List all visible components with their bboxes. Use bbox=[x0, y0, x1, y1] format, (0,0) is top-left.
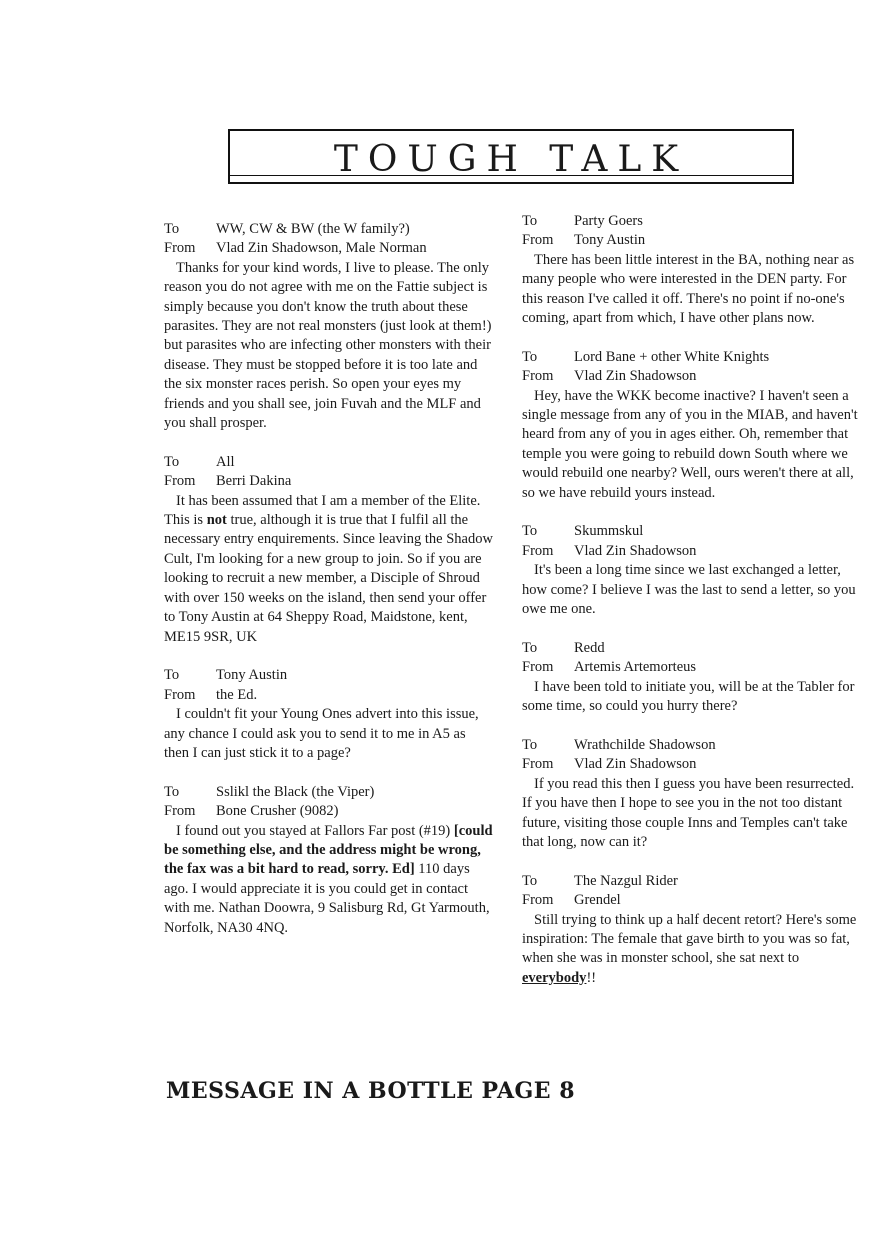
message: To Party Goers From Tony Austin There has been little interest in the BA, nothing near as many people who were interested in the DEN party. For this reason I've called it off. There's no point if no-one's coming, apart from which, I have other plans now. bbox=[522, 212, 862, 328]
message-to: Wrathchilde Shadowson bbox=[574, 736, 716, 753]
message-to: All bbox=[216, 453, 235, 470]
message: To Skummskul From Vlad Zin Shadowson It's been a long time since we last exchanged a letter, how come? I believe I was the last to send a letter, so you owe me one. bbox=[522, 522, 862, 619]
message-to: The Nazgul Rider bbox=[574, 872, 678, 889]
left-column bbox=[164, 220, 494, 957]
message: To Sslikl the Black (the Viper) From Bone Crusher (9082) I found out you stayed at Fallors Far post (#19) [could be something else, and the address might be wrong, the fax was a bit hard to read, sorry. Ed] 110 days ago. I would appreciate it is you could get in contact with me. Nathan Doowra, 9 Salisburg Rd, Gt Yarmouth, Norfolk, NA30 4NQ. bbox=[164, 783, 494, 938]
message-body: If you read this then I guess you have been resurrected. If you have then I hope to see you in the not too distant future, visiting those couple Inns and Temples can't take that long, now can it? bbox=[522, 775, 855, 850]
message-from: Tony Austin bbox=[574, 232, 646, 249]
message-body: I couldn't fit your Young Ones advert into this issue, any chance I could ask you to send it to me in A5 as then I can just stick it to a page? bbox=[164, 706, 479, 761]
message-from: Berri Dakina bbox=[216, 473, 292, 490]
message-to: Skummskul bbox=[574, 523, 644, 540]
message: To Tony Austin From the Ed. I couldn't fit your Young Ones advert into this issue, any chance I could ask you to send it to me in A5 as then I can just stick it to a page? bbox=[164, 666, 494, 763]
page-footer: MESSAGE IN A BOTTLE PAGE 8 bbox=[166, 1078, 576, 1104]
page-title: TOUGH TALK bbox=[333, 139, 689, 180]
message-from: the Ed. bbox=[216, 686, 258, 703]
message-from: Vlad Zin Shadowson, Male Norman bbox=[216, 240, 427, 257]
message-to: Lord Bane + other White Knights bbox=[574, 348, 770, 365]
message: To All From Berri Dakina It has been assumed that I am a member of the Elite. This is not true, although it is true that I fulfil all the necessary entry enquirements. Since leaving the Shadow Cult, I'm looking for a new group to join. So if you are looking to recruit a new member, a Disciple of Shroud with over 150 weeks on the island, then send your offer to Tony Austin at 64 Sheppy Road, Maidstone, kent, ME15 9SR, UK bbox=[164, 453, 494, 647]
message: To Wrathchilde Shadowson From Vlad Zin Shadowson If you read this then I guess you have been resurrected. If you have then I hope to see you in the not too distant future, visiting those couple Inns and Temples can't take that long, now can it? bbox=[522, 736, 862, 852]
message-body: There has been little interest in the BA, nothing near as many people who were interested in the DEN party. For this reason I've called it off. There's no point if no-one's coming, apart from which, I have other plans now. bbox=[522, 251, 855, 327]
message: To Redd From Artemis Artemorteus I have been told to initiate you, will be at the Tabler for some time, so could you hurry there? bbox=[522, 639, 862, 717]
message-from: Grendel bbox=[574, 892, 621, 909]
right-column bbox=[522, 212, 862, 1008]
message-to: Party Goers bbox=[574, 213, 643, 229]
message-body: I have been told to initiate you, will be at the Tabler for some time, so could you hurry there? bbox=[522, 678, 855, 715]
message-body: Hey, have the WKK become inactive? I haven't seen a single message from any of you in the MIAB, and haven't heard from any of you in ages either. Oh, remember that temple you were going to rebuild down South where we would rebuild one nearby? Well, ours weren't there at all, so we have rebuild yours instead. bbox=[522, 387, 858, 501]
message-from: Vlad Zin Shadowson bbox=[574, 542, 697, 559]
message-to: Tony Austin bbox=[216, 667, 288, 684]
message-to: Sslikl the Black (the Viper) bbox=[216, 783, 375, 800]
message-body: I found out you stayed at Fallors Far post (#19) [could be something else, and the address might be wrong, the fax was a bit hard to read, sorry. Ed] 110 days ago. I would appreciate it is you could get in contact with me. Nathan Doowra, 9 Salisburg Rd, Gt Yarmouth, Norfolk, NA30 4NQ. bbox=[164, 822, 493, 936]
message-to: Redd bbox=[574, 639, 605, 656]
message-body: It has been assumed that I am a member of the Elite. This is not true, although it is true that I fulfil all the necessary entry enquirements. Since leaving the Shadow Cult, I'm looking for a new group to join. So if you are looking to recruit a new member, a Disciple of Shroud with over 150 weeks on the island, then send your offer to Tony Austin at 64 Sheppy Road, Maidstone, kent, ME15 9SR, UK bbox=[164, 492, 493, 645]
message-body: Still trying to think up a half decent retort? Here's some inspiration: The female that gave birth to you was so fat, when she was in monster school, she sat next to everybody!! bbox=[522, 911, 857, 986]
message-from: Vlad Zin Shadowson bbox=[574, 368, 697, 385]
message-body: It's been a long time since we last exchanged a letter, how come? I believe I was the last to send a letter, so you owe me one. bbox=[522, 562, 856, 618]
message: To Lord Bane + other White Knights From Vlad Zin Shadowson Hey, have the WKK become inactive? I haven't seen a single message from any of you in the MIAB, and haven't heard from any of you in ages either. Oh, remember that temple you were going to rebuild down South where we would rebuild one nearby? Well, ours weren't there at all, so we have rebuild yours instead. bbox=[522, 348, 862, 503]
message-from: Artemis Artemorteus bbox=[574, 659, 697, 676]
message-to: WW, CW & BW (the W family?) bbox=[216, 221, 410, 237]
message-from: Bone Crusher (9082) bbox=[216, 803, 339, 820]
title-box bbox=[228, 130, 794, 184]
message: To The Nazgul Rider From Grendel Still trying to think up a half decent retort? Here's some inspiration: The female that gave birth to you was so fat, when she was in monster school, she sat next to everybody!! bbox=[522, 872, 862, 988]
message-from: Vlad Zin Shadowson bbox=[574, 756, 697, 773]
message-body: Thanks for your kind words, I live to please. The only reason you do not agree with me on the Fattie subject is simply because you don't know the truth about these parasites. They are not real monsters (just look at them!) but parasites who are infecting other monsters with their disease. They must be stopped before it is too late and the six monster races perish. So open your eyes my friends and you shall see, join Fuvah and the MLF and you shall prosper. bbox=[164, 259, 492, 432]
message: To WW, CW & BW (the W family?) From Vlad Zin Shadowson, Male Norman Thanks for your kind words, I live to please. The only reason you do not agree with me on the Fattie subject is simply because you don't know the truth about these parasites. They are not real monsters (just look at them!) but parasites who are infecting other monsters with their disease. They must be stopped before it is too late and the six monster races perish. So open your eyes my friends and you shall see, join Fuvah and the MLF and you shall prosper. bbox=[164, 220, 494, 433]
